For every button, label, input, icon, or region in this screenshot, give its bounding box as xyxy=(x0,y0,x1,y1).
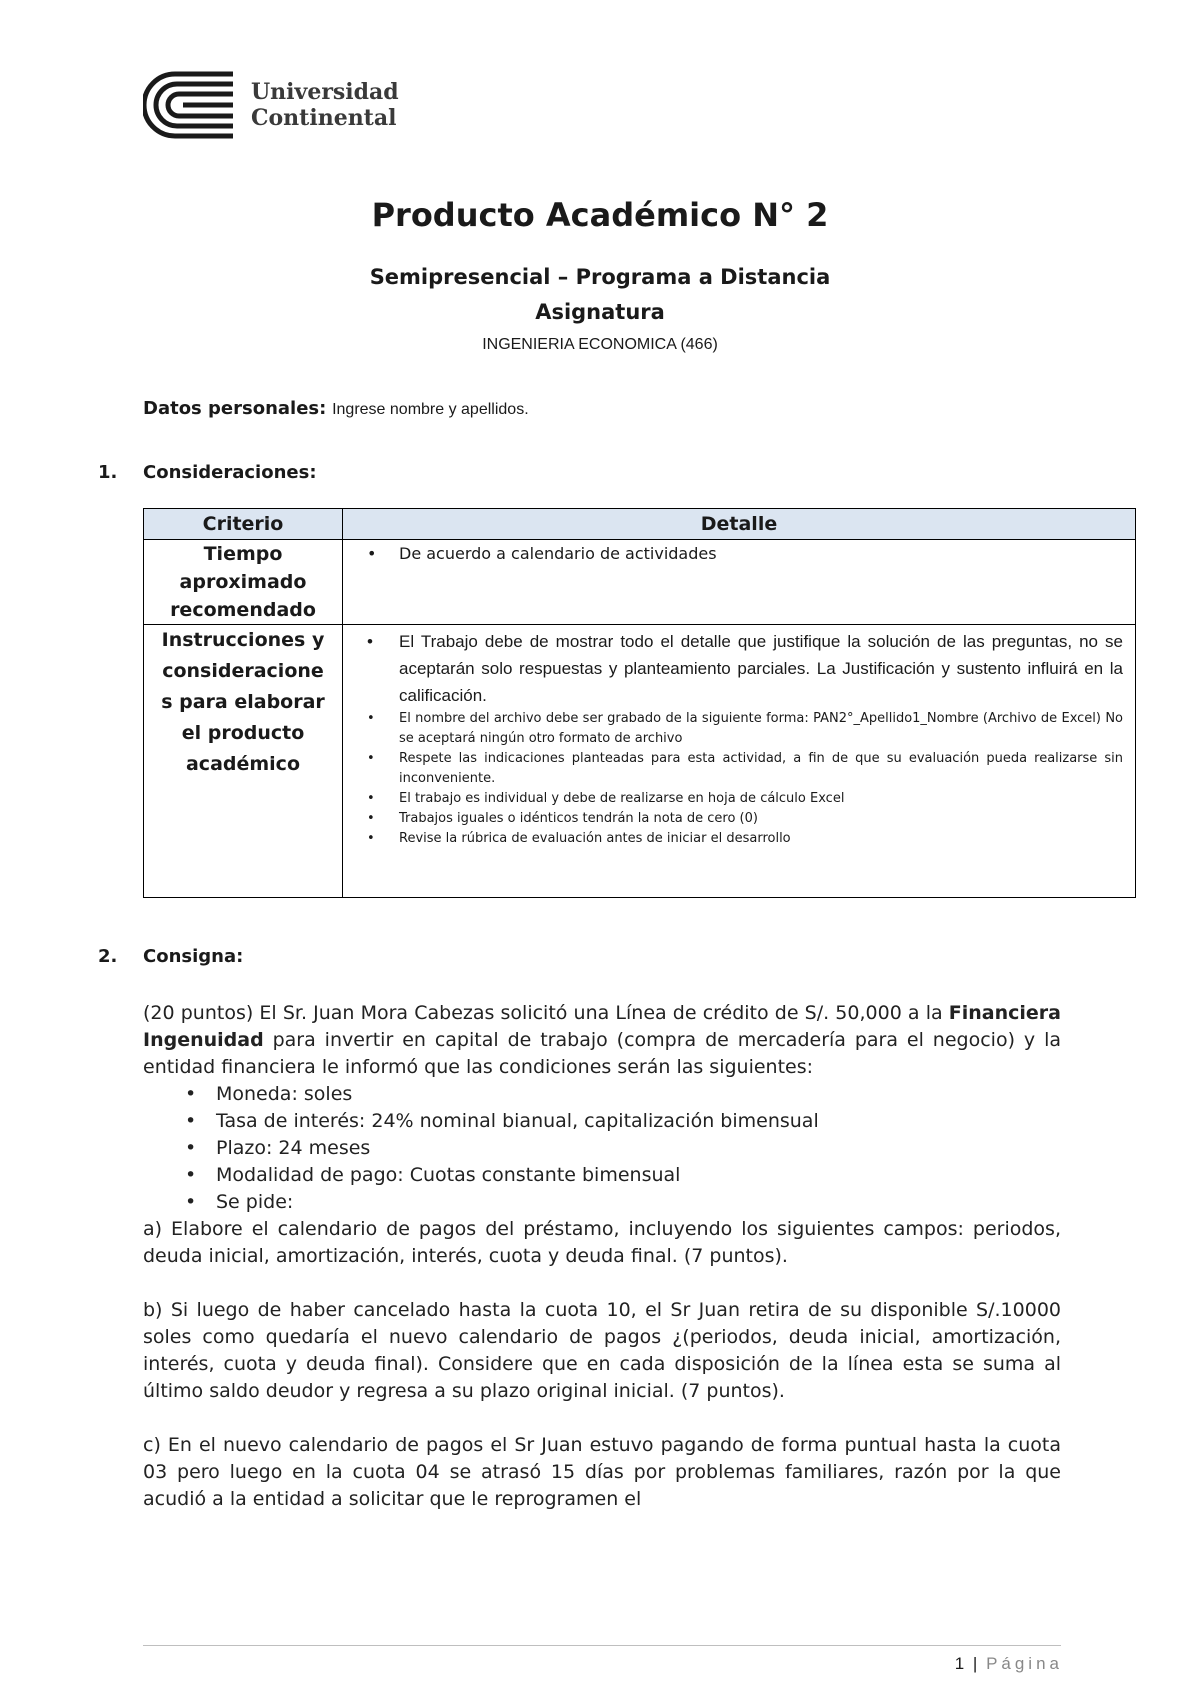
footer-divider xyxy=(143,1645,1061,1646)
course-name: INGENIERIA ECONOMICA (466) xyxy=(482,336,718,353)
detalle-item: • Respete las indicaciones planteadas para esta actividad, a fin de que su evaluación pueda realizarse sin inconveniente. xyxy=(399,749,1123,789)
detalle-list xyxy=(343,625,1135,709)
subtitle: Semipresencial – Programa a Distancia xyxy=(369,265,831,289)
section-2-number: 2. xyxy=(98,946,118,967)
detalle-item: • El trabajo es individual y debe de realizarse en hoja de cálculo Excel xyxy=(399,789,1123,809)
criterio-line: el producto xyxy=(181,722,305,744)
logo-text xyxy=(251,79,399,131)
section-1-heading xyxy=(98,462,317,483)
list-item: • Se pide: xyxy=(143,1189,1061,1216)
considerations-table xyxy=(143,508,1136,898)
detalle-item: • El nombre del archivo debe ser grabado de la siguiente forma: PAN2°_Apellido1_Nombre (Archivo de Excel) No se aceptará ningún otro formato de archivo xyxy=(399,709,1123,749)
list-item: • Moneda: soles xyxy=(143,1081,1061,1108)
criterio-line: s para elaborar xyxy=(161,691,325,713)
question-a: a) Elabore el calendario de pagos del préstamo, incluyendo los siguientes campos: periodos, deuda inicial, amortización, interés, cuota y deuda final. (7 puntos). xyxy=(143,1218,1061,1267)
section-1-number: 1. xyxy=(98,462,118,483)
intro-bold: Financiera Ingenuidad xyxy=(143,1002,1061,1051)
table-row xyxy=(144,625,1136,898)
detalle-item: • De acuerdo a calendario de actividades xyxy=(399,540,1123,566)
logo-line-1: Universidad xyxy=(251,79,399,105)
page-footer xyxy=(955,1654,1063,1674)
detalle-list xyxy=(343,709,1135,849)
page-title: Producto Académico N° 2 xyxy=(371,196,829,234)
conditions-list xyxy=(143,1081,1061,1216)
personal-data xyxy=(143,398,529,419)
page-label: Página xyxy=(986,1654,1063,1673)
section-2-title: Consigna: xyxy=(143,946,244,967)
personal-data-label: Datos personales: xyxy=(143,398,327,419)
detalle-item: • Trabajos iguales o idénticos tendrán la nota de cero (0) xyxy=(399,809,1123,829)
asignatura-label: Asignatura xyxy=(535,300,665,324)
list-item: • Plazo: 24 meses xyxy=(143,1135,1061,1162)
criterio-instrucciones xyxy=(144,625,342,780)
consigna-body xyxy=(143,1000,1061,1513)
detalle-item: • El Trabajo debe de mostrar todo el detalle que justifique la solución de las preguntas, no se aceptarán solo respuestas y planteamiento parciales. La Justificación y sustento influirá en la calificación. xyxy=(399,628,1123,709)
consigna-intro xyxy=(143,1000,1061,1081)
logo-line-2: Continental xyxy=(251,105,397,131)
criterio-line: aproximado xyxy=(179,571,307,593)
detalle-list xyxy=(343,540,1135,566)
section-1-title: Consideraciones: xyxy=(143,462,317,483)
table-row xyxy=(144,540,1136,625)
table-header-criterio: Criterio xyxy=(144,509,343,540)
criterio-line: académico xyxy=(185,753,301,775)
personal-data-value: Ingrese nombre y apellidos. xyxy=(332,401,529,418)
list-item: • Tasa de interés: 24% nominal bianual, capitalización bimensual xyxy=(143,1108,1061,1135)
intro-text: (20 puntos) El Sr. Juan Mora Cabezas solicitó una Línea de crédito de S/. 50,000 a la xyxy=(143,1002,949,1024)
criterio-line: consideracione xyxy=(162,660,324,682)
question-c: c) En el nuevo calendario de pagos el Sr Juan estuvo pagando de forma puntual hasta la cuota 03 pero luego en la cuota 04 se atrasó 15 días por problemas familiares, razón por la que acudió a la entidad a solicitar que le reprogramen el xyxy=(143,1434,1061,1510)
criterio-line: Instrucciones y xyxy=(161,629,325,651)
university-logo xyxy=(143,70,399,140)
criterio-line: Tiempo xyxy=(203,543,283,565)
criterio-tiempo xyxy=(144,540,342,624)
list-item: • Modalidad de pago: Cuotas constante bimensual xyxy=(143,1162,1061,1189)
footer-separator: | xyxy=(972,1654,980,1673)
intro-text: para invertir en capital de trabajo (compra de mercadería para el negocio) y la entidad financiera le informó que las condiciones serán las siguientes: xyxy=(143,1029,1061,1078)
continental-logo-icon xyxy=(143,70,237,140)
criterio-line: recomendado xyxy=(170,599,316,621)
detalle-item: • Revise la rúbrica de evaluación antes de iniciar el desarrollo xyxy=(399,829,1123,849)
section-2-heading xyxy=(98,946,243,967)
question-b: b) Si luego de haber cancelado hasta la cuota 10, el Sr Juan retira de su disponible S/.10000 soles como quedaría el nuevo calendario de pagos ¿(periodos, deuda inicial, amortización, interés, cuota y deuda final). Considere que en cada disposición de la línea esta se suma al último saldo deudor y regresa a su plazo original inicial. (7 puntos). xyxy=(143,1299,1061,1402)
page-number: 1 xyxy=(954,1654,967,1673)
table-header-detalle: Detalle xyxy=(343,509,1136,540)
